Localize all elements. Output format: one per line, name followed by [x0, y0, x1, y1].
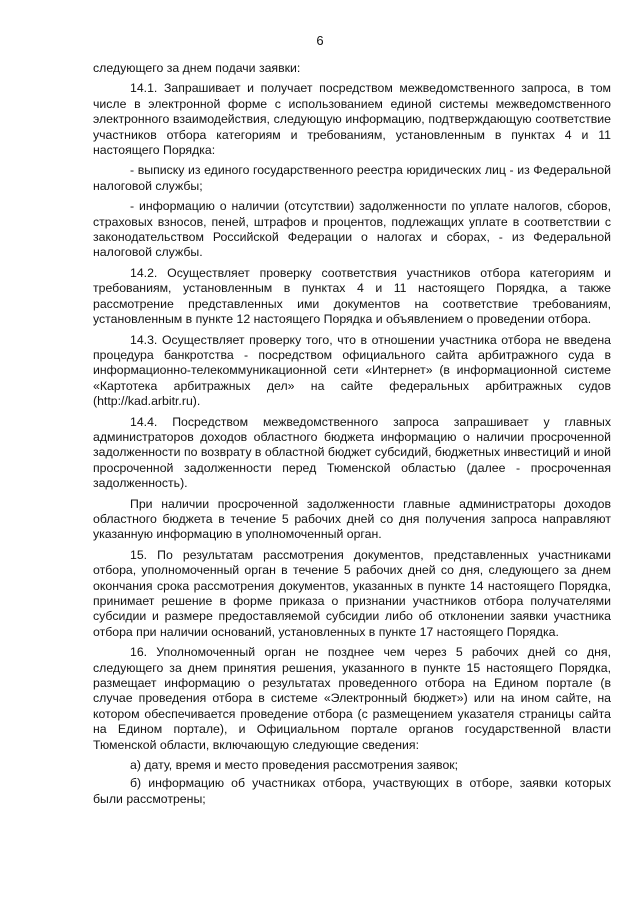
- paragraph-15: 15. По результатам рассмотрения документов, представленных участниками отбора, уполномоченный орган в течение 5 рабочих дней со дня, следующего за днем окончания срока рассмотрения документов, указанных в пункте 14 настоящего Порядка, принимает решение в форме приказа о признании участников отбора получателями субсидии и размере предоставляемой субсидии либо об отклонении заявки участника отбора при наличии оснований, установленных в пункте 17 настоящего Порядка.: [93, 547, 611, 639]
- page-number: 6: [316, 33, 324, 48]
- paragraph-16-item-a: а) дату, время и место проведения рассмотрения заявок;: [130, 758, 459, 773]
- paragraph-14-2: 14.2. Осуществляет проверку соответствия участников отбора категориям и требованиям, установленным в пунктах 4 и 11 настоящего Порядка, а также рассмотрение представленных ими документов на соответствие требованиям, установленным в пункте 12 настоящего Порядка и объявлением о проведении отбора.: [93, 265, 611, 327]
- paragraph-overdue-debt: При наличии просроченной задолженности главные администраторы доходов областного бюджета в течение 5 рабочих дней со дня получения запроса направляют указанную информацию в уполномоченный орган.: [93, 496, 611, 542]
- paragraph-14-1: 14.1. Запрашивает и получает посредством межведомственного запроса, в том числе в электронной форме с использованием единой системы межведомственного электронного взаимодействия, следующую информацию, подтверждающую соответствие участников отбора категориям и требованиям, установленным в пунктах 4 и 11 настоящего Порядка:: [93, 81, 611, 158]
- paragraph-14-1-item-egrul: - выписку из единого государственного реестра юридических лиц - из Федеральной налоговой службы;: [93, 163, 611, 193]
- paragraph-14-3: 14.3. Осуществляет проверку того, что в отношении участника отбора не введена процедура банкротства - посредством официального сайта арбитражного суда в информационно-телекоммуникационной сети «Интернет» (в информационной системе «Картотека арбитражных дел» на сайте федеральных арбитражных судов (http://kad.arbitr.ru).: [93, 332, 611, 409]
- paragraph-16: 16. Уполномоченный орган не позднее чем через 5 рабочих дней со дня, следующего за днем принятия решения, указанного в пункте 15 настоящего Порядка, размещает информацию о результатах проведенного отбора на Едином портале (в случае проведения отбора в системе «Электронный бюджет») или на ином сайте, на котором обеспечивается проведение отбора (с размещением указателя страницы сайта на Едином портале), и Официальном портале органов государственной власти Тюменской области, включающую следующие сведения:: [93, 645, 611, 752]
- paragraph-14-4: 14.4. Посредством межведомственного запроса запрашивает у главных администраторов доходов областного бюджета информацию о наличии просроченной задолженности по возврату в областной бюджет субсидий, бюджетных инвестиций и иной просроченной задолженности перед Тюменской областью (далее - просроченная задолженность).: [93, 414, 611, 491]
- paragraph-16-item-b: б) информацию об участниках отбора, участвующих в отборе, заявки которых были рассмотрены;: [93, 776, 611, 806]
- paragraph-continuation: следующего за днем подачи заявки:: [93, 61, 301, 75]
- document-body: [93, 61, 611, 810]
- paragraph-14-1-item-debt-info: - информацию о наличии (отсутствии) задолженности по уплате налогов, сборов, страховых взносов, пеней, штрафов и процентов, подлежащих уплате в соответствии с законодательством Российской Федерации о налогах и сборах, - из Федеральной налоговой службы.: [93, 199, 611, 260]
